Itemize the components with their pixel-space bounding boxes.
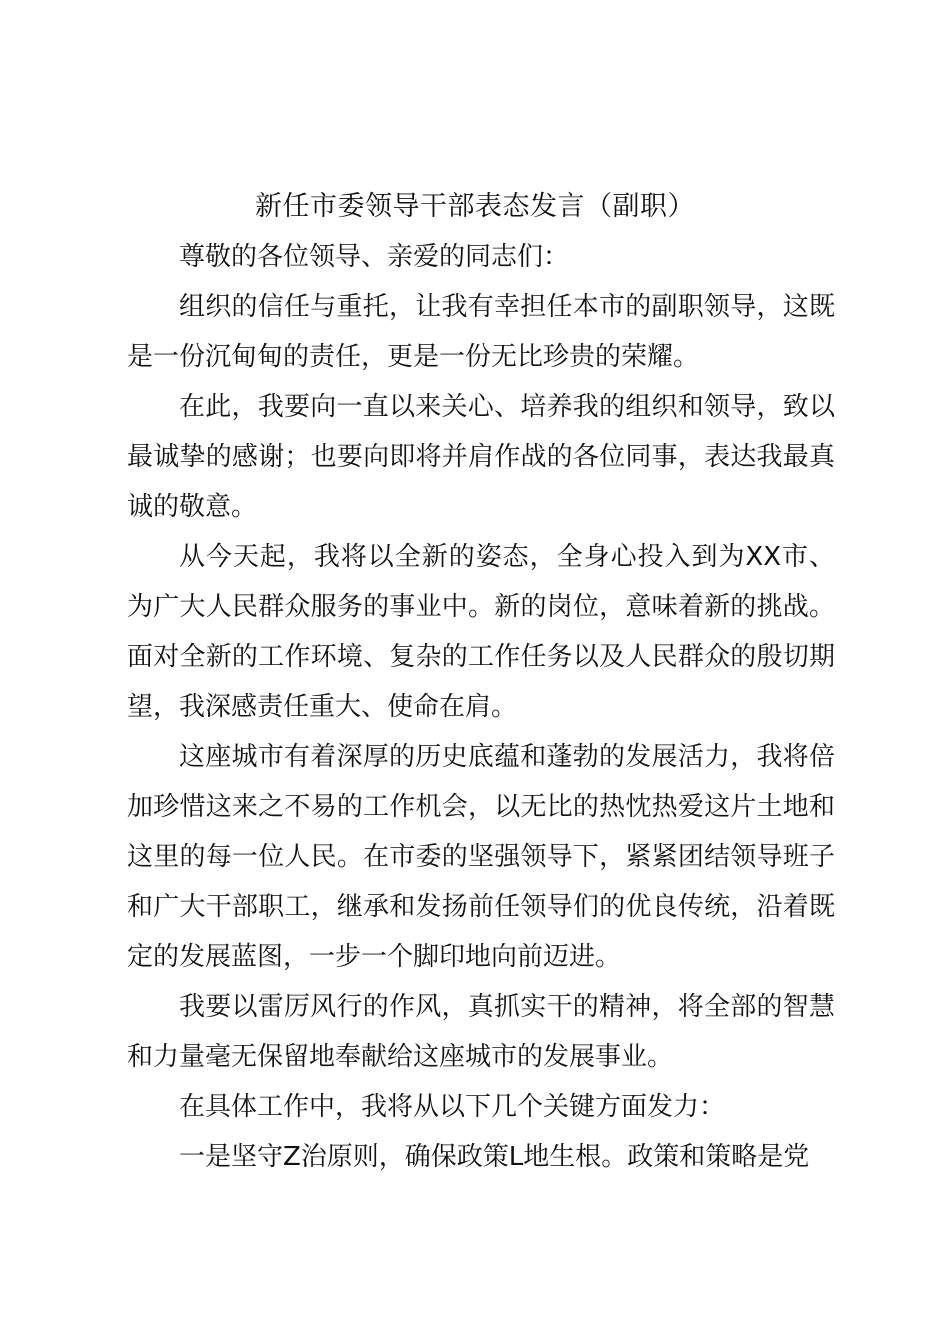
body-paragraph: 在此，我要向一直以来关心、培养我的组织和领导，致以最诚挚的感谢；也要向即将并肩作战的各位同事，表达我最真诚的敬意。 xyxy=(127,392,835,522)
body-paragraph: 在具体工作中，我将从以下几个关键方面发力： xyxy=(179,1092,726,1122)
body-paragraph: 我要以雷厉风行的作风，真抓实干的精神，将全部的智慧和力量毫无保留地奉献给这座城市的发展事业。 xyxy=(127,992,835,1072)
body-paragraph: 一是坚守Z治原则，确保政策L地生根。政策和策略是党 xyxy=(179,1142,810,1172)
body-paragraph: 组织的信任与重托，让我有幸担任本市的副职领导，这既是一份沉甸甸的责任，更是一份无比珍贵的荣耀。 xyxy=(127,292,835,372)
body-paragraph: 这座城市有着深厚的历史底蕴和蓬勃的发展活力，我将倍加珍惜这来之不易的工作机会，以无比的热忱热爱这片土地和这里的每一位人民。在市委的坚强领导下，紧紧团结领导班子和广大干部职工，继承和发扬前任领导们的优良传统，沿着既定的发展蓝图，一步一个脚印地向前迈进。 xyxy=(127,742,835,972)
document-title: 新任市委领导干部表态发言（副职） xyxy=(255,191,695,222)
salutation-paragraph: 尊敬的各位领导、亲爱的同志们： xyxy=(179,242,570,272)
document-body xyxy=(127,232,835,1182)
body-paragraph: 从今天起，我将以全新的姿态，全身心投入到为XX市、为广大人民群众服务的事业中。新的岗位，意味着新的挑战。面对全新的工作环境、复杂的工作任务以及人民群众的殷切期望，我深感责任重大、使命在肩。 xyxy=(127,542,835,722)
